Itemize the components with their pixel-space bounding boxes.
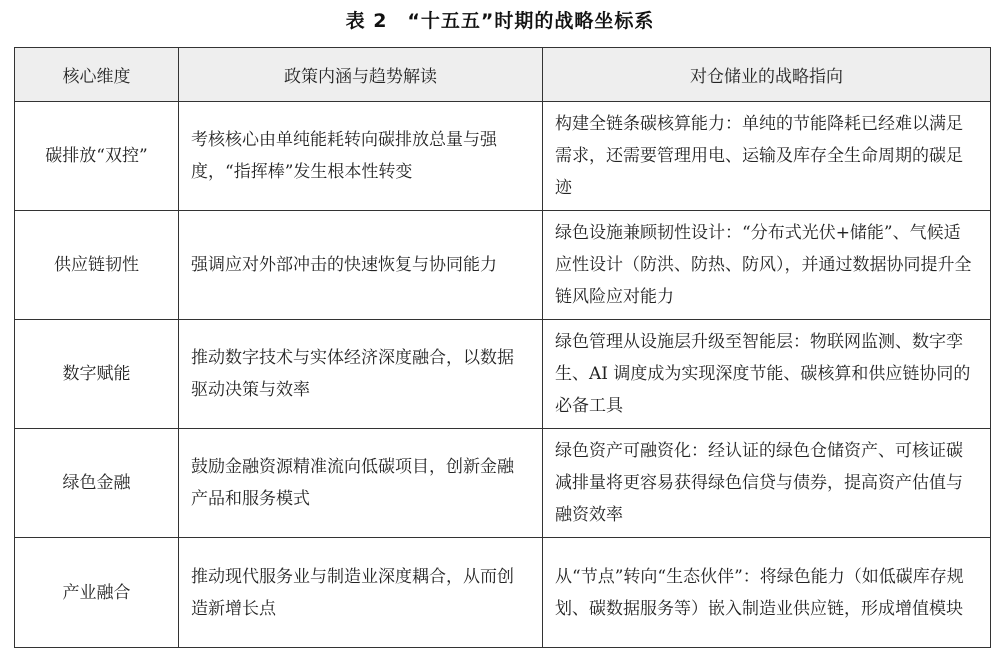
table-row [15, 538, 991, 648]
table-row [15, 211, 991, 320]
dimension-cell: 产业融合 [15, 538, 179, 648]
policy-cell: 推动数字技术与实体经济深度融合，以数据驱动决策与效率 [179, 320, 543, 429]
dimension-cell: 供应链韧性 [15, 211, 179, 320]
table-row [15, 320, 991, 429]
strategy-cell: 从“节点”转向“生态伙伴”：将绿色能力（如低碳库存规划、碳数据服务等）嵌入制造业供应链，形成增值模块 [543, 538, 991, 648]
strategy-cell: 构建全链条碳核算能力：单纯的节能降耗已经难以满足需求，还需要管理用电、运输及库存全生命周期的碳足迹 [543, 102, 991, 211]
policy-cell: 强调应对外部冲击的快速恢复与协同能力 [179, 211, 543, 320]
strategy-cell: 绿色资产可融资化：经认证的绿色仓储资产、可核证碳减排量将更容易获得绿色信贷与债券，提高资产估值与融资效率 [543, 429, 991, 538]
dimension-cell: 碳排放“双控” [15, 102, 179, 211]
policy-cell: 考核核心由单纯能耗转向碳排放总量与强度，“指挥棒”发生根本性转变 [179, 102, 543, 211]
header-row [15, 48, 991, 102]
strategy-cell: 绿色管理从设施层升级至智能层：物联网监测、数字孪生、AI 调度成为实现深度节能、碳核算和供应链协同的必备工具 [543, 320, 991, 429]
table-title: 表 2 “十五五”时期的战略坐标系 [345, 10, 655, 32]
header-dimension: 核心维度 [15, 48, 179, 102]
strategy-cell: 绿色设施兼顾韧性设计：“分布式光伏+储能”、气候适应性设计（防洪、防热、防风），并通过数据协同提升全链风险应对能力 [543, 211, 991, 320]
dimension-cell: 数字赋能 [15, 320, 179, 429]
strategy-table [14, 47, 991, 648]
table-row [15, 102, 991, 211]
header-strategy: 对仓储业的战略指向 [543, 48, 991, 102]
policy-cell: 鼓励金融资源精准流向低碳项目，创新金融产品和服务模式 [179, 429, 543, 538]
policy-cell: 推动现代服务业与制造业深度耦合，从而创造新增长点 [179, 538, 543, 648]
table-row [15, 429, 991, 538]
dimension-cell: 绿色金融 [15, 429, 179, 538]
header-policy: 政策内涵与趋势解读 [179, 48, 543, 102]
